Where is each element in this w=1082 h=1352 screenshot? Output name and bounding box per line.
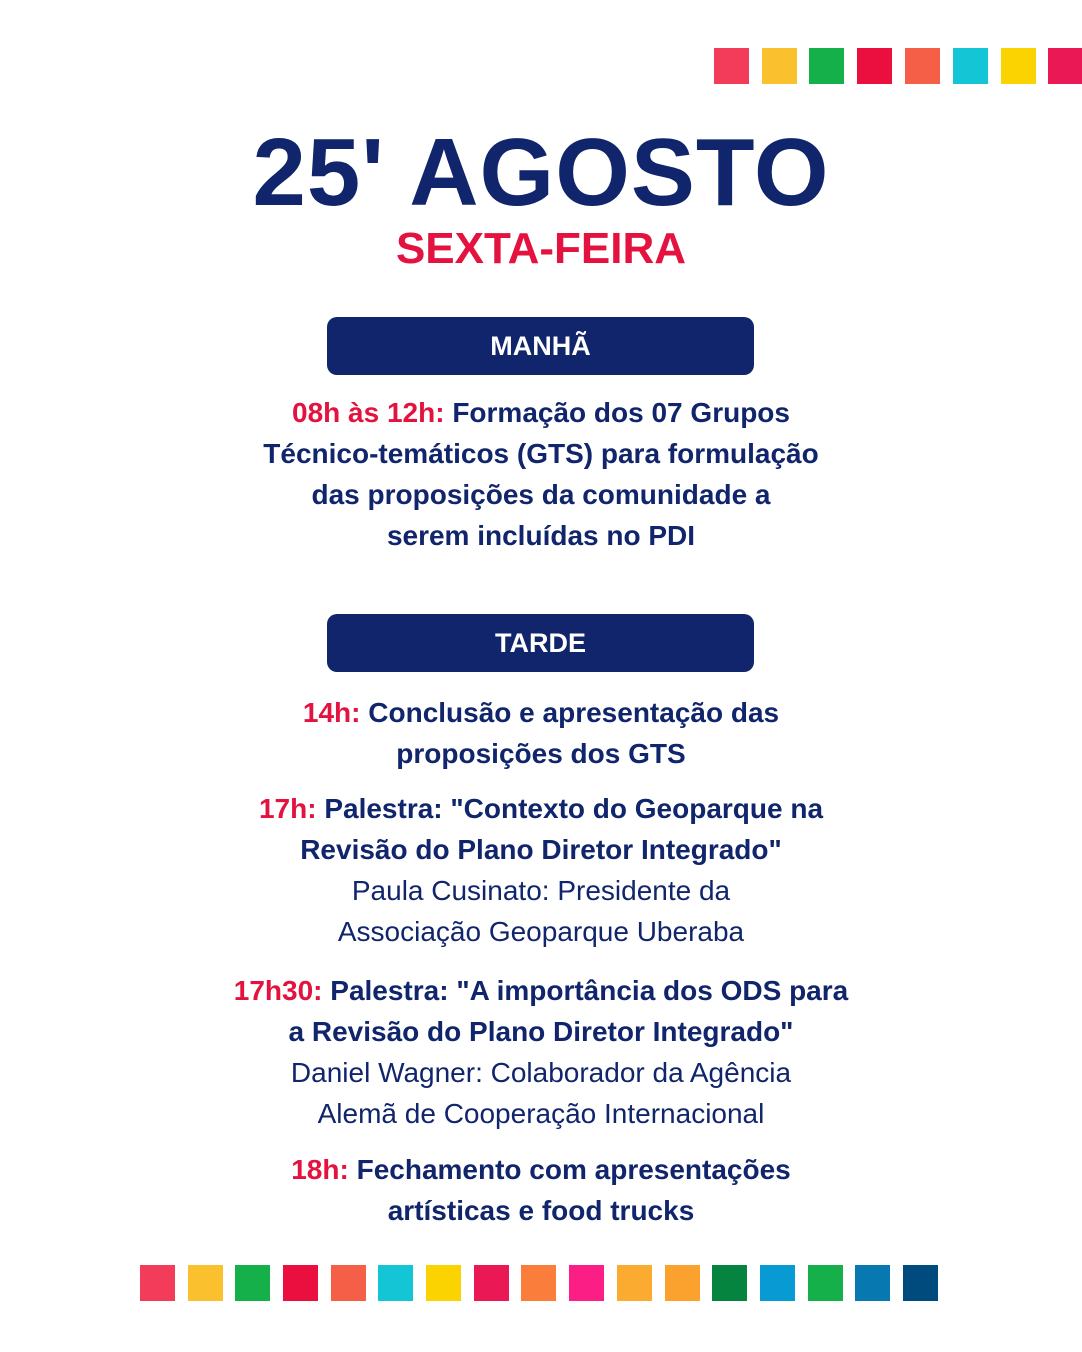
color-square (712, 1265, 747, 1301)
color-square (809, 48, 844, 84)
schedule-item-line: serem incluídas no PDI (386, 520, 696, 551)
schedule-item-line: proposições dos GTS (396, 738, 686, 769)
color-square (903, 1265, 938, 1301)
schedule-text: Conclusão e apresentação das (360, 697, 780, 728)
schedule-item-line (150, 1149, 932, 1190)
schedule-time: 08h às 12h: (292, 397, 445, 428)
schedule-item-line: a Revisão do Plano Diretor Integrado" (288, 1016, 794, 1047)
color-square (378, 1265, 413, 1301)
color-square (140, 1265, 175, 1301)
color-square (905, 48, 940, 84)
color-square (857, 48, 892, 84)
color-square (283, 1265, 318, 1301)
schedule-item-afternoon-2 (150, 788, 932, 952)
color-square (521, 1265, 556, 1301)
page-title: 25' AGOSTO (252, 119, 830, 226)
schedule-item-line: Técnico-temáticos (GTS) para formulação (263, 438, 819, 469)
color-square (188, 1265, 223, 1301)
schedule-item-afternoon-1 (150, 692, 932, 774)
schedule-item-line (150, 392, 932, 433)
color-square (808, 1265, 843, 1301)
schedule-time: 17h30: (233, 975, 323, 1006)
color-square (235, 1265, 270, 1301)
color-square (1001, 48, 1036, 84)
schedule-item-line (150, 970, 932, 1011)
schedule-time: 18h: (291, 1154, 349, 1185)
speaker-line: Alemã de Cooperação Internacional (317, 1098, 765, 1129)
color-square (474, 1265, 509, 1301)
color-square (426, 1265, 461, 1301)
schedule-item-line (150, 788, 932, 829)
color-square (855, 1265, 890, 1301)
section-label-morning: MANHÃ (327, 317, 754, 375)
schedule-time: 17h: (258, 793, 317, 824)
color-square (714, 48, 749, 84)
schedule-item-line: Revisão do Plano Diretor Integrado" (300, 834, 782, 865)
color-square (569, 1265, 604, 1301)
speaker-line: Paula Cusinato: Presidente da (351, 875, 731, 906)
page-subtitle: SEXTA-FEIRA (395, 224, 687, 273)
schedule-item-afternoon-3 (150, 970, 932, 1134)
schedule-text: Formação dos 07 Grupos (444, 397, 790, 428)
color-square (762, 48, 797, 84)
schedule-time: 14h: (302, 697, 361, 728)
schedule-item-morning-1 (150, 392, 932, 556)
schedule-item-line: artísticas e food trucks (387, 1195, 695, 1226)
color-square (953, 48, 988, 84)
color-square (1048, 48, 1082, 84)
color-square (665, 1265, 700, 1301)
color-square (617, 1265, 652, 1301)
schedule-item-line (150, 692, 932, 733)
speaker-line: Daniel Wagner: Colaborador da Agência (290, 1057, 792, 1088)
speaker-line: Associação Geoparque Uberaba (337, 916, 745, 947)
section-label-afternoon: TARDE (327, 614, 754, 672)
schedule-text: Palestra: "Contexto do Geoparque na (316, 793, 824, 824)
schedule-text: Palestra: "A importância dos ODS para (322, 975, 849, 1006)
schedule-item-line: das proposições da comunidade a (311, 479, 771, 510)
schedule-item-afternoon-4 (150, 1149, 932, 1231)
color-square (331, 1265, 366, 1301)
color-square (760, 1265, 795, 1301)
schedule-text: Fechamento com apresentações (348, 1154, 791, 1185)
